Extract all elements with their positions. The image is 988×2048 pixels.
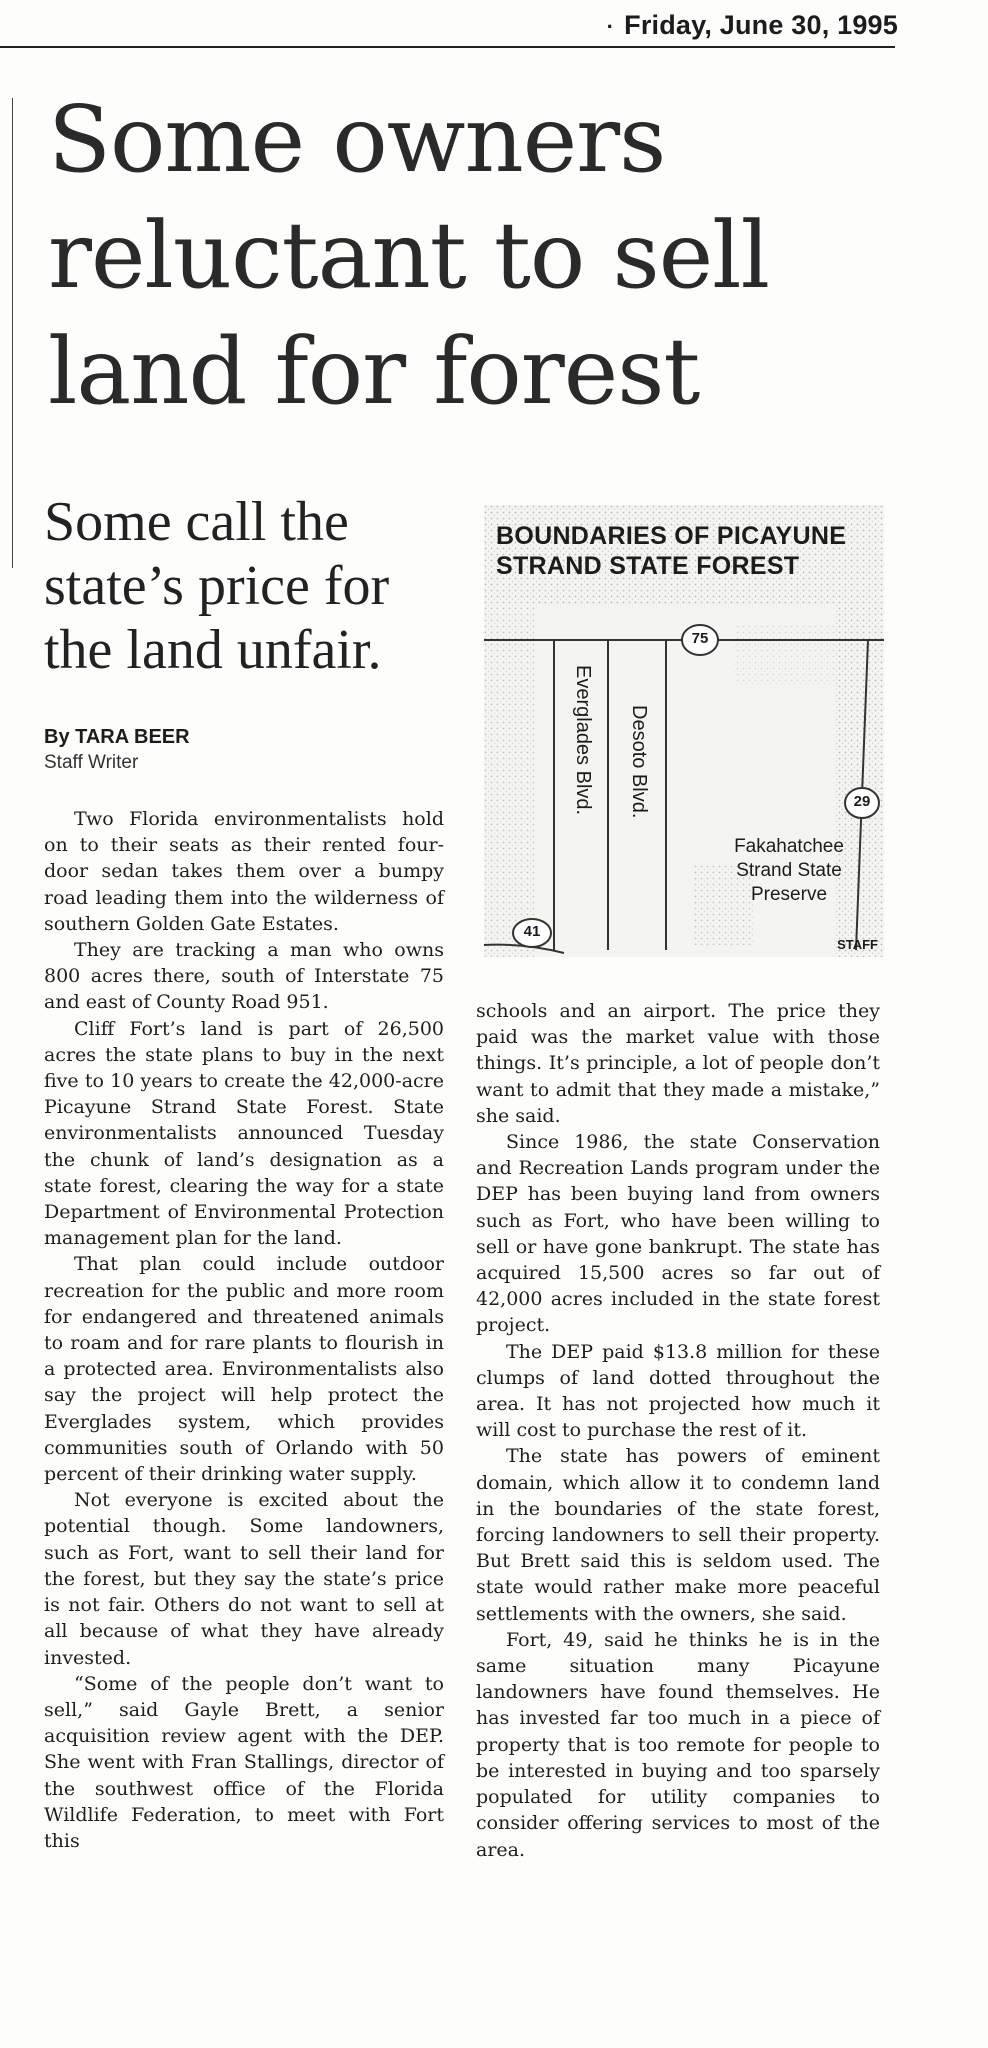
date-text: Friday, June 30, 1995 <box>624 10 898 40</box>
article-column-left <box>44 806 444 1852</box>
paragraph: They are tracking a man who owns 800 acres there, south of Interstate 75 and east of County Road 951. <box>44 939 444 1014</box>
paragraph: Since 1986, the state Conservation and Recreation Lands program under the DEP has been buying land from owners such as Fort, who have been willing to sell or have gone bankrupt. The state has acquired 15,500 acres so far out of 42,000 acres included in the state forest project. <box>476 1131 880 1337</box>
paragraph: The state has powers of eminent domain, which allow it to condemn land in the boundaries of the state forest, forcing landowners to sell their property. But Brett said this is seldom used. The state would rather make more peaceful settlements with the owners, she said. <box>476 1445 880 1625</box>
map-credit: STAFF <box>837 937 878 952</box>
paragraph: “Some of the people don’t want to sell,” said Gayle Brett, a senior acquisition review agent with the DEP. She went with Fran Stallings, director of the southwest office of the Florida Wildlife Federation, to meet with Fort this <box>44 1672 444 1852</box>
forest-boundary-map <box>484 505 884 957</box>
headline: Some owners reluctant to sell land for forest <box>48 86 770 425</box>
paragraph: Two Florida environmentalists hold on to their seats as their rented four-door sedan takes them over a bumpy road leading them into the wilderness of southern Golden Gate Estates. <box>44 808 444 935</box>
bullet-icon: · <box>606 14 615 39</box>
byline-role: Staff Writer <box>44 752 139 773</box>
paragraph: Fort, 49, said he thinks he is in the same situation many Picayune landowners have found themselves. He has invested far too much in a piece of property that is too remote for people to be interested in buying and too sparsely populated for utility companies to consider offering services to most of the area. <box>476 1628 880 1861</box>
dateline <box>607 10 898 41</box>
everglades-blvd-label: Everglades Blvd. <box>572 665 594 816</box>
map-title-line2: STRAND STATE FOREST <box>496 552 800 580</box>
state-road-29-shield: 29 <box>853 793 871 810</box>
top-rule <box>0 46 895 48</box>
paragraph: Cliff Fort’s land is part of 26,500 acres the state plans to buy in the next five to 10 years to create the 42,000-acre Picayune Strand State Forest. State environmentalists announced Tuesday the chunk of land’s designation as a state forest, clearing the way for a state Department of Environmental Protection management plan for the land. <box>44 1017 444 1250</box>
article-column-right <box>476 998 880 1863</box>
preserve-label: Fakahatchee Strand State Preserve <box>734 836 844 905</box>
paragraph: Not everyone is excited about the potential though. Some landowners, such as Fort, want to sell their land for the forest, but they say the state’s price is not fair. Others do not want to sell at all because of what they have already invested. <box>44 1489 444 1669</box>
map-title-line1: BOUNDARIES OF PICAYUNE <box>496 522 847 550</box>
desoto-blvd-label: Desoto Blvd. <box>628 705 650 819</box>
map-title <box>496 521 876 581</box>
paragraph-continuation: schools and an airport. The price they paid was the market value with those things. It’s principle, a lot of people don’t want to admit that they made a mistake,” she said. <box>476 1000 880 1127</box>
left-rule <box>12 98 13 568</box>
paragraph: That plan could include outdoor recreation for the public and more room for endangered and threatened animals to roam and for rare plants to flourish in a protected area. Environmentalists also say the project will help protect the Everglades system, which provides communities south of Orlando with 50 percent of their drinking water supply. <box>44 1253 444 1486</box>
us-41-shield: 41 <box>523 923 541 940</box>
byline-author: By TARA BEER <box>44 726 190 748</box>
paragraph: The DEP paid $13.8 million for these clumps of land dotted throughout the area. It has not projected how much it will cost to purchase the rest of it. <box>476 1340 880 1442</box>
subhead: Some call the state’s price for the land unfair. <box>44 491 390 681</box>
interstate-75-shield: 75 <box>691 630 709 647</box>
